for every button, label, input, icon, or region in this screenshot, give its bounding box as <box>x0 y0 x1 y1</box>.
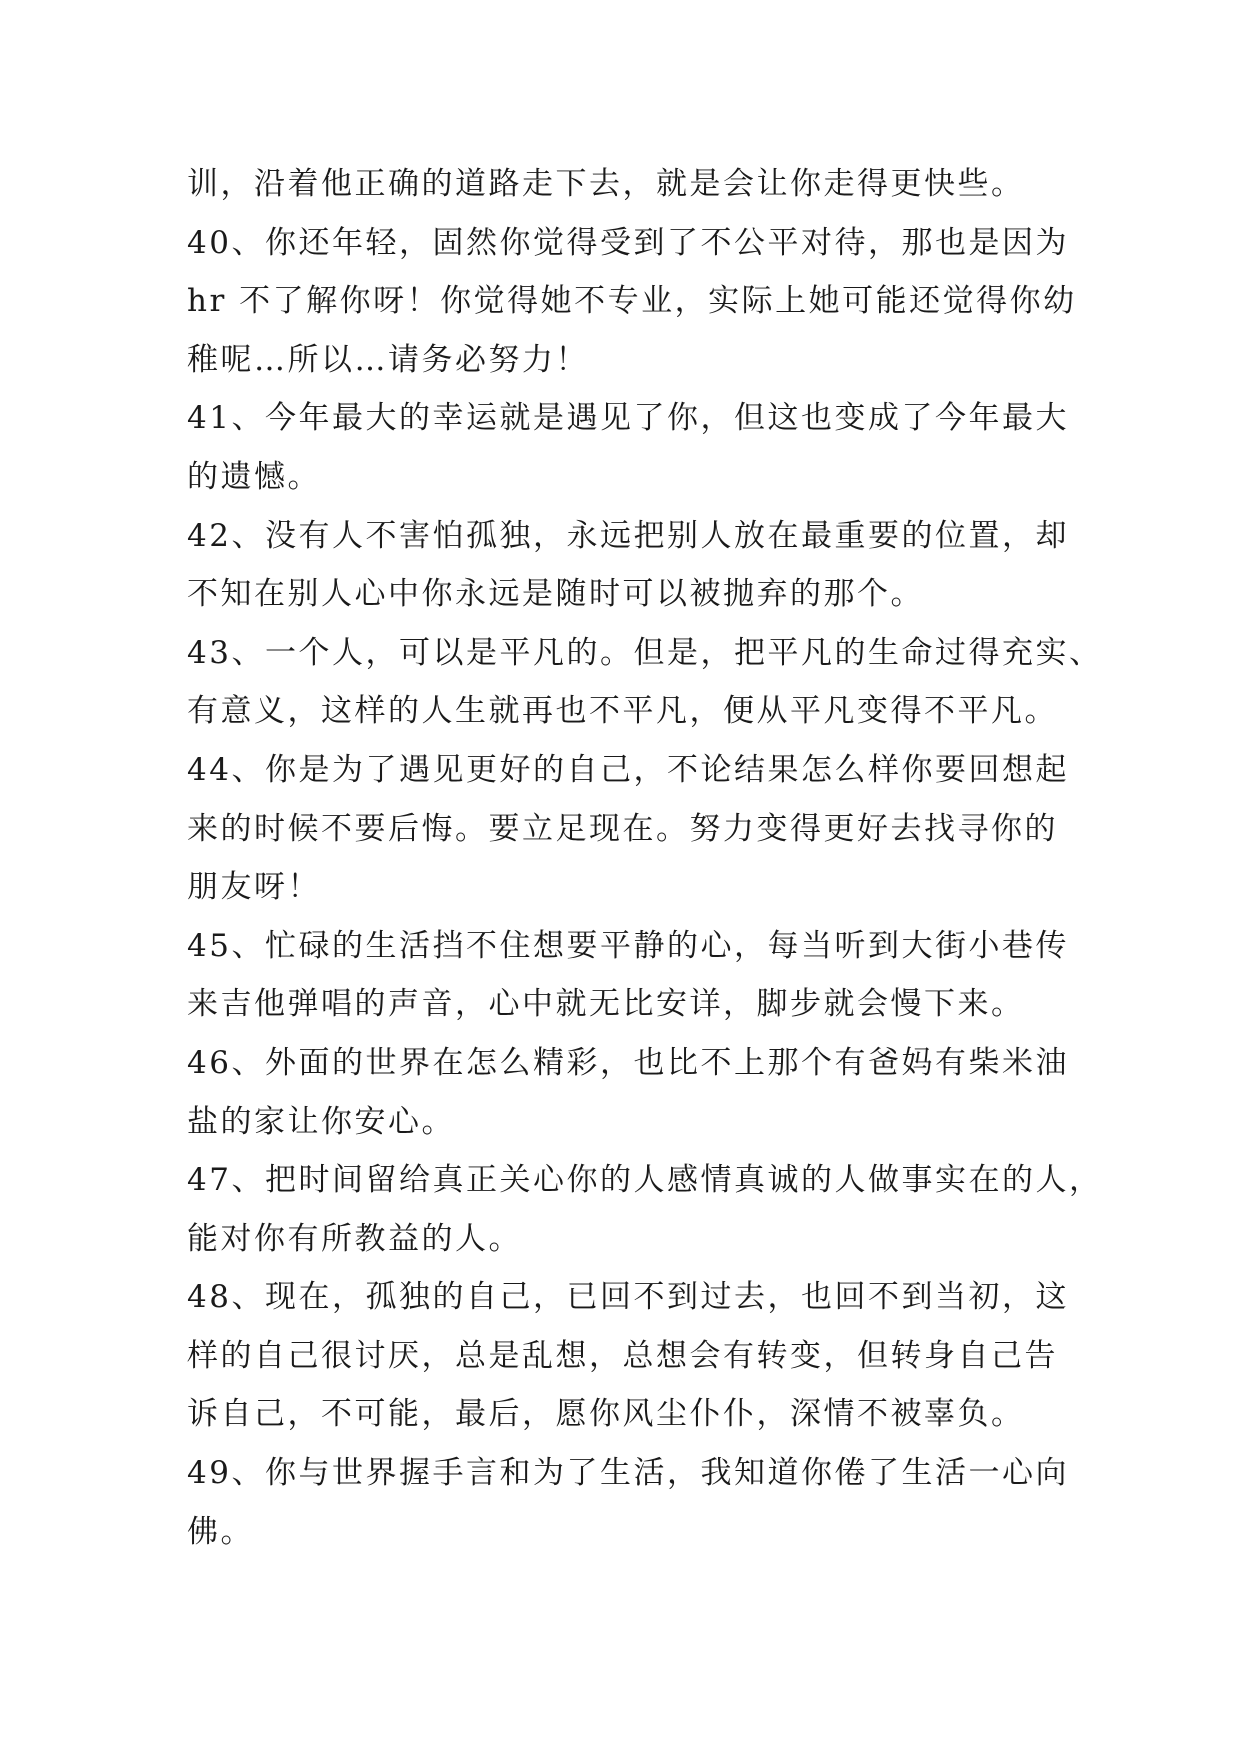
body-text <box>187 155 1103 1561</box>
text-line: 来吉他弹唱的声音，心中就无比安详，脚步就会慢下来。 <box>187 986 1025 1023</box>
text-line: 朋友呀！ <box>187 869 321 906</box>
text-line: 47、把时间留给真正关心你的人感情真诚的人做事实在的人， <box>187 1162 1103 1199</box>
text-line: hr 不了解你呀！你觉得她不专业，实际上她可能还觉得你幼 <box>187 283 1077 320</box>
text-line: 诉自己，不可能，最后，愿你风尘仆仆，深情不被辜负。 <box>187 1396 1025 1433</box>
text-line: 44、你是为了遇见更好的自己，不论结果怎么样你要回想起 <box>187 751 1069 788</box>
text-line: 有意义，这样的人生就再也不平凡，便从平凡变得不平凡。 <box>187 693 1058 730</box>
text-line: 45、忙碌的生活挡不住想要平静的心，每当听到大街小巷传 <box>187 927 1069 964</box>
text-line: 43、一个人，可以是平凡的。但是，把平凡的生命过得充实、 <box>187 634 1103 671</box>
text-line: 佛。 <box>187 1513 254 1550</box>
text-line: 稚呢…所以…请务必努力！ <box>187 341 589 378</box>
text-line: 来的时候不要后悔。要立足现在。努力变得更好去找寻你的 <box>187 810 1058 847</box>
text-line: 训，沿着他正确的道路走下去，就是会让你走得更快些。 <box>187 166 1025 202</box>
text-line: 42、没有人不害怕孤独，永远把别人放在最重要的位置，却 <box>187 517 1069 554</box>
text-line: 盐的家让你安心。 <box>187 1103 455 1140</box>
text-line: 48、现在，孤独的自己，已回不到过去，也回不到当初，这 <box>187 1279 1069 1316</box>
text-line: 41、今年最大的幸运就是遇见了你，但这也变成了今年最大 <box>187 400 1069 437</box>
text-line: 能对你有所教益的人。 <box>187 1220 522 1257</box>
text-line: 的遗憾。 <box>187 458 321 495</box>
text-line: 40、你还年轻，固然你觉得受到了不公平对待，那也是因为 <box>187 224 1069 261</box>
text-line: 49、你与世界握手言和为了生活，我知道你倦了生活一心向 <box>187 1455 1069 1492</box>
text-line: 不知在别人心中你永远是随时可以被抛弃的那个。 <box>187 576 924 613</box>
text-line: 46、外面的世界在怎么精彩，也比不上那个有爸妈有柴米油 <box>187 1044 1069 1081</box>
text-line: 样的自己很讨厌，总是乱想，总想会有转变，但转身自己告 <box>187 1337 1058 1374</box>
